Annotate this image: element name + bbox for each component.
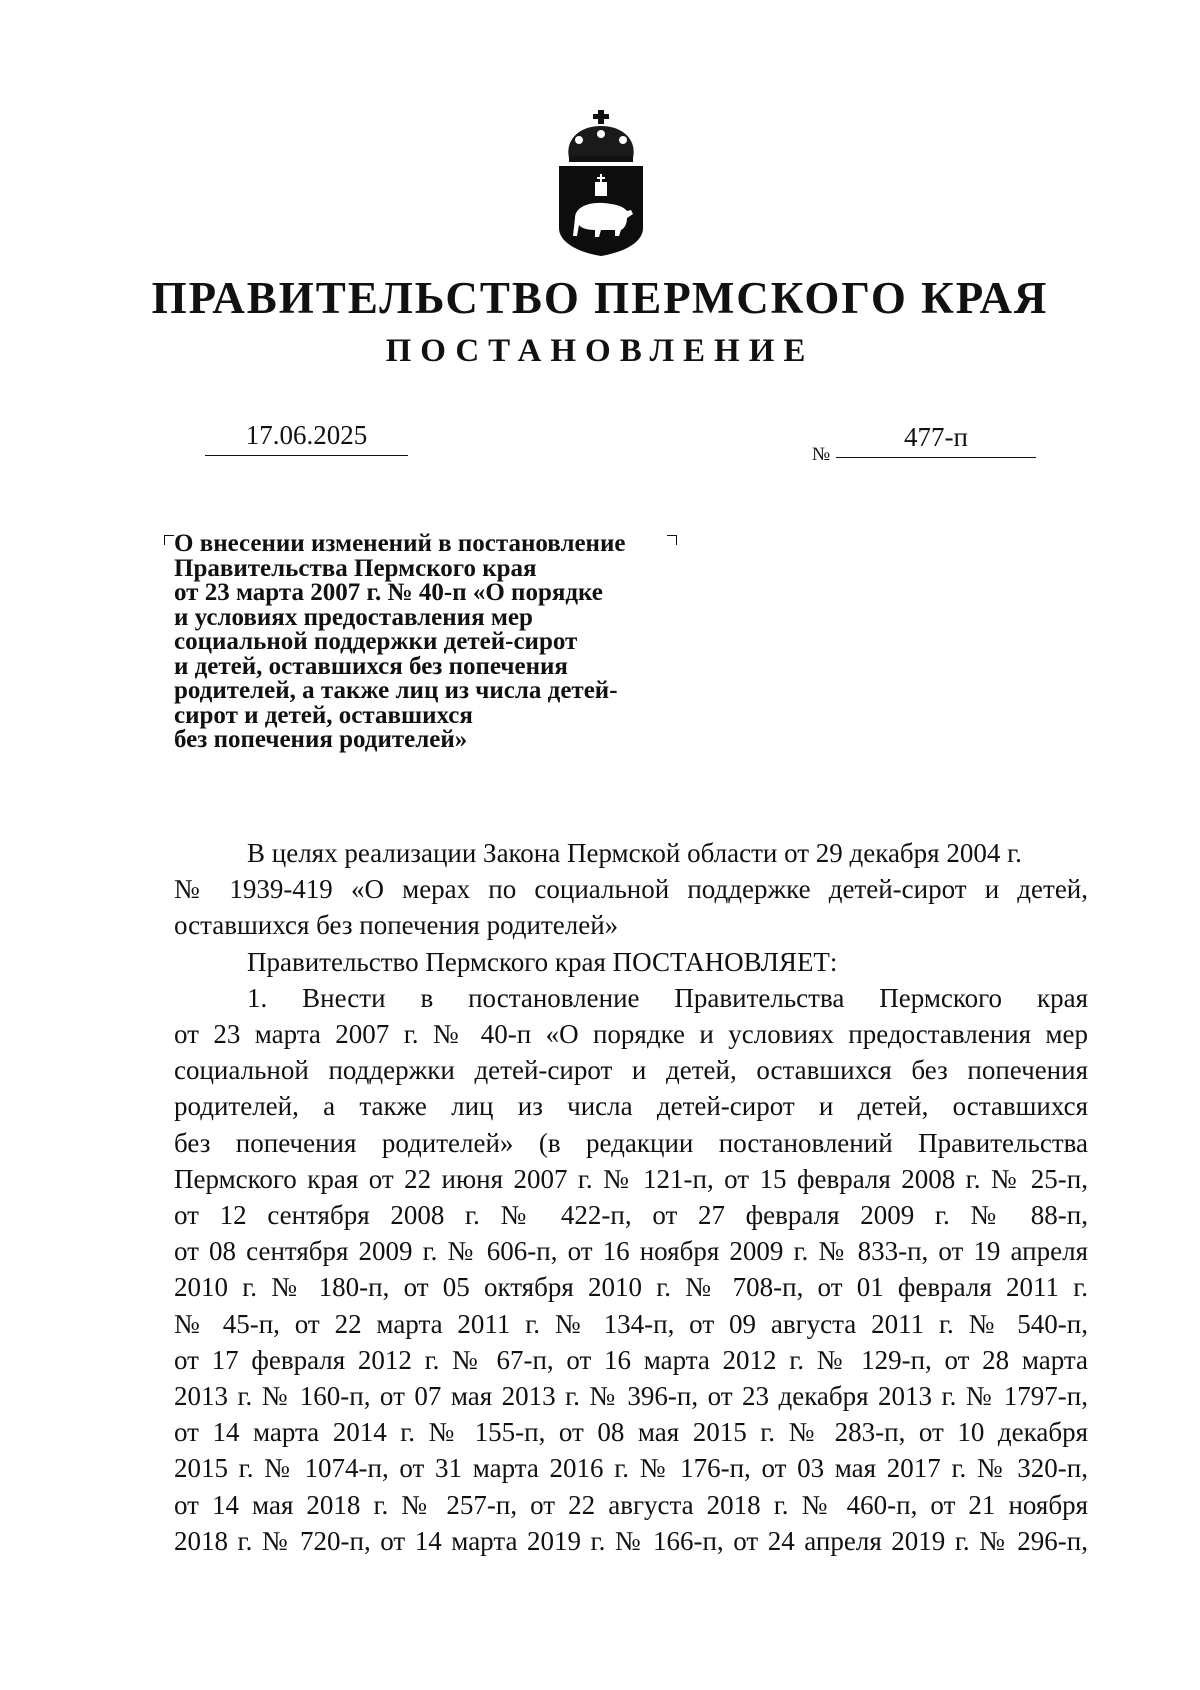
document-date: 17.06.2025 — [205, 420, 408, 456]
subject-line: от 23 марта 2007 г. № 40-п «О порядке — [174, 579, 603, 606]
number-label: № — [812, 444, 831, 465]
body-line: № 1939-419 «О мерах по социальной поддержке детей-сирот и детей, — [174, 874, 1088, 905]
body-line: 2013 г. № 160-п, от 07 мая 2013 г. № 396-п, от 23 декабря 2013 г. № 1797-п, — [174, 1381, 1088, 1412]
body-line: от 17 февраля 2012 г. № 67-п, от 16 марта 2012 г. № 129-п, от 28 марта — [174, 1344, 1088, 1375]
document-body — [174, 835, 1088, 1559]
body-line: 2010 г. № 180-п, от 05 октября 2010 г. № 708-п, от 01 февраля 2011 г. — [174, 1272, 1088, 1303]
document-subject — [174, 532, 694, 753]
body-line: 2018 г. № 720-п, от 14 марта 2019 г. № 166-п, от 24 апреля 2019 г. № 296-п, — [174, 1525, 1088, 1556]
perm-krai-coat-of-arms-icon — [555, 110, 647, 260]
subject-line: родителей, а также лиц из числа детей- — [174, 677, 618, 704]
body-line: № 45-п, от 22 марта 2011 г. № 134-п, от 09 августа 2011 г. № 540-п, — [174, 1308, 1088, 1339]
government-title: ПРАВИТЕЛЬСТВО ПЕРМСКОГО КРАЯ — [151, 273, 1049, 323]
body-line: от 14 марта 2014 г. № 155-п, от 08 мая 2015 г. № 283-п, от 10 декабря — [174, 1417, 1088, 1448]
body-line: от 23 марта 2007 г. № 40-п «О порядке и условиях предоставления мер — [174, 1019, 1088, 1050]
document-number: 477-п — [836, 422, 1036, 458]
subject-line: и детей, оставшихся без попечения — [174, 652, 568, 680]
subject-line: социальной поддержки детей-сирот — [174, 628, 578, 655]
subject-line: без попечения родителей» — [174, 726, 468, 753]
subject-line: и условиях предоставления мер — [174, 603, 533, 631]
subject-left-bracket — [164, 535, 174, 545]
subject-line: сирот и детей, оставшихся — [174, 701, 473, 729]
body-line: родителей, а также лиц из числа детей-сирот и детей, оставшихся — [174, 1091, 1088, 1122]
subject-line: Правительства Пермского края — [174, 554, 537, 582]
body-line: от 14 мая 2018 г. № 257-п, от 22 августа 2018 г. № 460-п, от 21 ноября — [174, 1489, 1088, 1520]
body-line: Правительство Пермского края ПОСТАНОВЛЯЕТ: — [247, 946, 838, 977]
body-line: 1. Внести в постановление Правительства Пермского края — [247, 982, 1088, 1013]
body-line: 2015 г. № 1074-п, от 31 марта 2016 г. № 176-п, от 03 мая 2017 г. № 320-п, — [174, 1453, 1088, 1484]
body-line: социальной поддержки детей-сирот и детей, оставшихся без попечения — [174, 1055, 1088, 1086]
document-type-title: ПОСТАНОВЛЕНИЕ — [385, 333, 815, 369]
body-line: В целях реализации Закона Пермской области от 29 декабря 2004 г. — [247, 838, 1022, 868]
subject-line: О внесении изменений в постановление — [174, 530, 626, 557]
body-line: от 12 сентября 2008 г. № 422-п, от 27 февраля 2009 г. № 88-п, — [174, 1200, 1088, 1231]
body-line: оставшихся без попечения родителей» — [174, 910, 619, 941]
body-line: без попечения родителей» (в редакции постановлений Правительства — [174, 1127, 1088, 1158]
body-line: Пермского края от 22 июня 2007 г. № 121-п, от 15 февраля 2008 г. № 25-п, — [174, 1163, 1088, 1194]
body-line: от 08 сентября 2009 г. № 606-п, от 16 ноября 2009 г. № 833-п, от 19 апреля — [174, 1236, 1088, 1267]
